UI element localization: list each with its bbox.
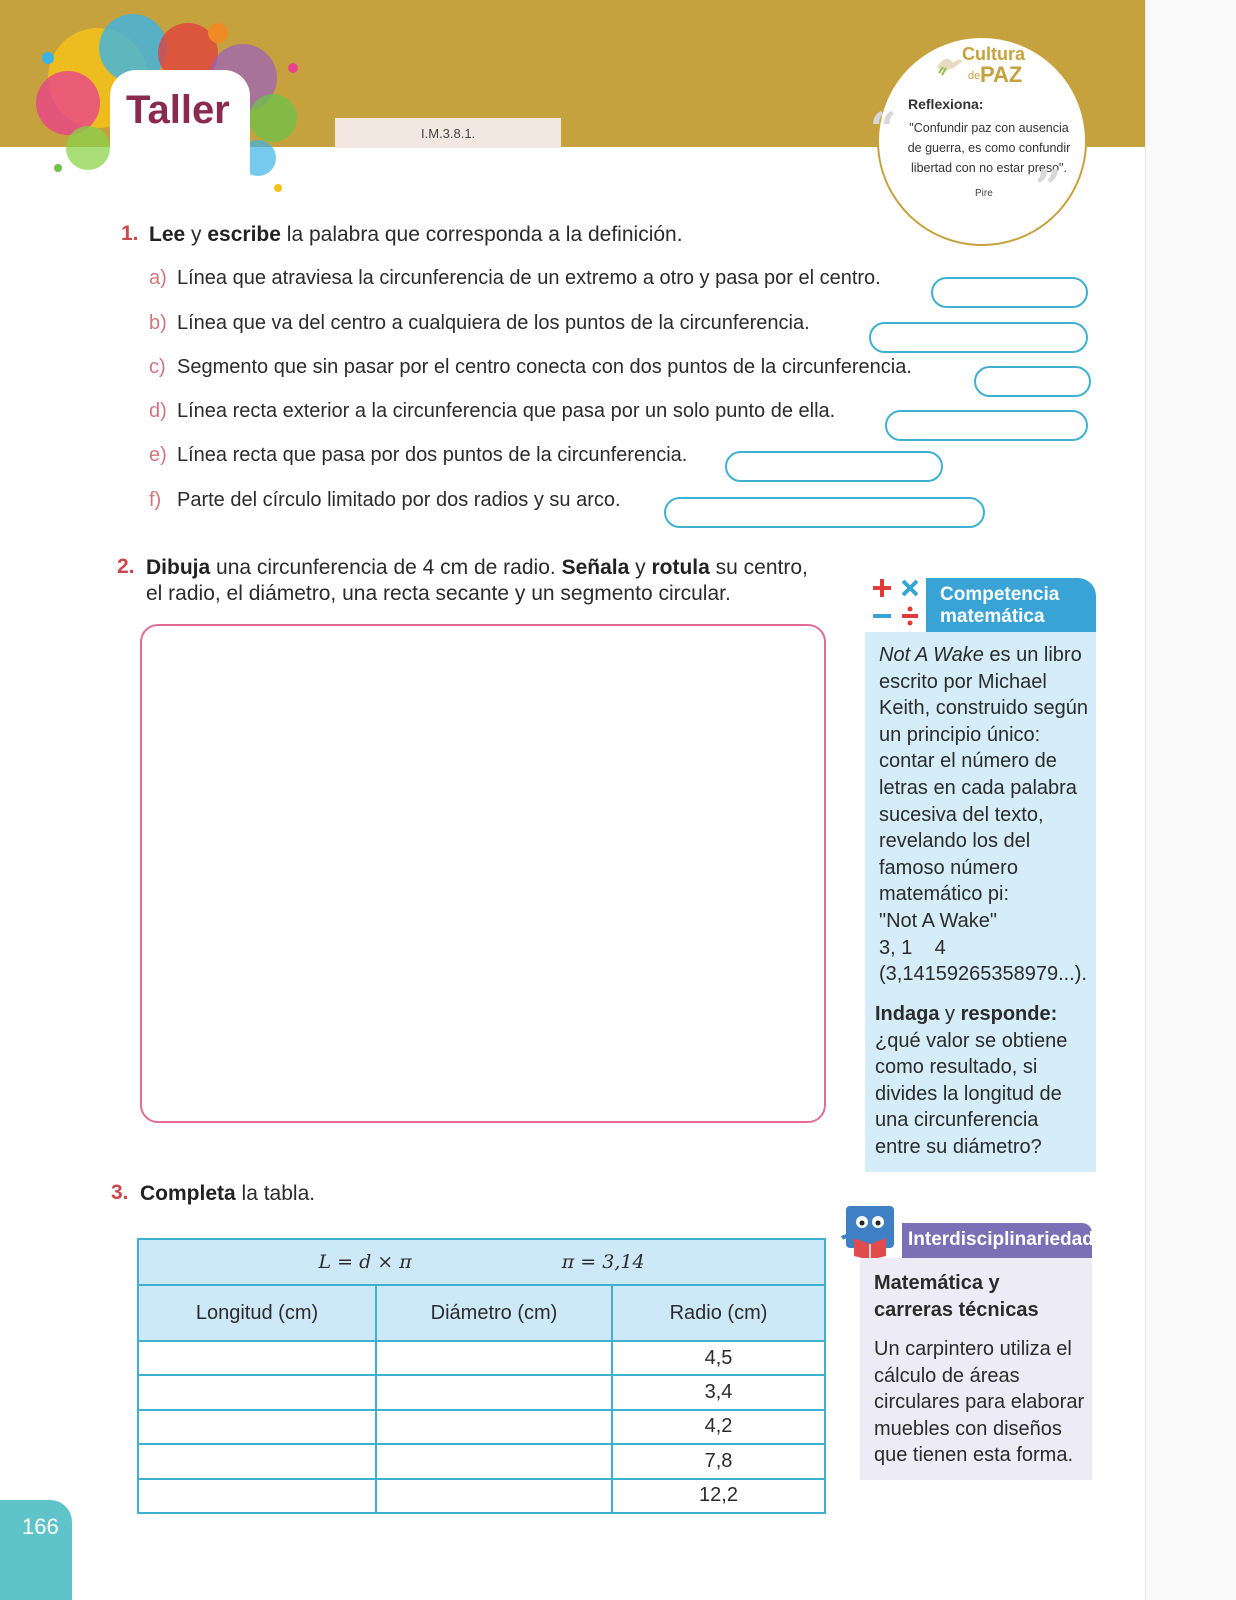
item-text-d: Línea recta exterior a la circunferencia que pasa por un solo punto de ella.	[177, 400, 836, 422]
peace-label: Reflexiona:	[908, 96, 984, 112]
q1-number: 1.	[121, 222, 139, 245]
competencia-title-line2: matemática	[940, 606, 1045, 627]
peace-brand-bottom: PAZ	[980, 62, 1023, 87]
competencia-title-line1: Competencia	[940, 584, 1060, 605]
diametro-input-cell[interactable]	[376, 1341, 612, 1375]
q2-verb3: rotula	[651, 556, 710, 579]
item-text-c: Segmento que sin pasar por el centro conecta con dos puntos de la circunferencia.	[177, 356, 912, 378]
interdisciplinariedad-text: Un carpintero utiliza el cálculo de áreas circulares para elaborar muebles con diseños que tienen esta forma.	[874, 1338, 1085, 1467]
book-mascot-icon	[840, 1198, 906, 1264]
longitud-input-cell[interactable]	[138, 1479, 376, 1513]
longitud-input-cell[interactable]	[138, 1341, 376, 1375]
competencia-ask-bold2: responde:	[960, 1003, 1058, 1025]
q2-verb1: Dibuja	[146, 556, 211, 579]
table-row	[138, 1341, 825, 1375]
peace-brand-de: de	[968, 70, 981, 82]
diametro-input-cell[interactable]	[376, 1375, 612, 1409]
circumference-table	[137, 1238, 826, 1514]
header-radio: Radio (cm)	[612, 1285, 825, 1341]
table-row	[138, 1410, 825, 1444]
formula-cell	[138, 1239, 825, 1285]
open-quote-icon: “	[870, 102, 897, 156]
interdisciplinariedad-header: Interdisciplinariedad	[902, 1223, 1092, 1258]
item-letter-f: f)	[149, 489, 162, 511]
answer-field-c[interactable]	[974, 366, 1091, 397]
competencia-example-quote: "Not A Wake"	[879, 909, 997, 932]
longitud-input-cell[interactable]	[138, 1410, 376, 1444]
diametro-input-cell[interactable]	[376, 1410, 612, 1444]
q2-part1: una circunferencia de 4 cm de radio.	[216, 556, 556, 579]
table-row	[138, 1375, 825, 1409]
competencia-text	[879, 642, 1089, 988]
q1-verb2: escribe	[207, 223, 281, 246]
math-operations-icon	[867, 573, 927, 633]
q3-verb: Completa	[140, 1182, 236, 1205]
diametro-input-cell[interactable]	[376, 1444, 612, 1478]
competencia-question	[875, 1001, 1085, 1161]
table-row	[138, 1479, 825, 1513]
peace-brand-top: Cultura	[962, 44, 1025, 64]
q3-number: 3.	[111, 1181, 129, 1204]
item-letter-e: e)	[149, 444, 167, 466]
answer-field-e[interactable]	[725, 451, 943, 482]
q2-number: 2.	[117, 555, 135, 578]
longitud-input-cell[interactable]	[138, 1444, 376, 1478]
diametro-input-cell[interactable]	[376, 1479, 612, 1513]
formula-pi: π = 3,14	[561, 1251, 645, 1273]
q2-line2: el radio, el diámetro, una recta secante y un segmento circular.	[146, 582, 731, 605]
q3-instruction	[140, 1181, 315, 1207]
competencia-book-title: Not A Wake	[879, 644, 984, 666]
item-letter-b: b)	[149, 312, 167, 334]
competencia-body: es un libro escrito por Michael Keith, construido según un principio único: contar el número de letras en cada palabra sucesiva del texto, revelando los del famoso número matemático pi:	[879, 644, 1089, 906]
competencia-ask-conj: y	[945, 1003, 956, 1025]
radio-cell: 7,8	[612, 1444, 825, 1478]
q1-conj: y	[191, 223, 202, 246]
q1-verb1: Lee	[149, 223, 186, 246]
table-row	[138, 1444, 825, 1478]
interdisciplinariedad-title: Matemática y carreras técnicas	[874, 1272, 1039, 1321]
section-title: Taller	[126, 88, 230, 132]
answer-field-f[interactable]	[664, 497, 985, 528]
radio-cell: 3,4	[612, 1375, 825, 1409]
competencia-ask-bold: Indaga	[875, 1003, 940, 1025]
q2-part2: su centro,	[715, 556, 808, 579]
competencia-pi-value: (3,14159265358979...).	[879, 963, 1087, 986]
answer-field-a[interactable]	[931, 277, 1088, 308]
item-letter-a: a)	[149, 267, 167, 289]
answer-field-b[interactable]	[869, 322, 1088, 353]
longitud-input-cell[interactable]	[138, 1375, 376, 1409]
item-letter-c: c)	[149, 356, 166, 378]
radio-cell: 12,2	[612, 1479, 825, 1513]
item-text-b: Línea que va del centro a cualquiera de los puntos de la circunferencia.	[177, 312, 810, 334]
dove-icon	[935, 53, 965, 77]
q2-conj1: y	[635, 556, 646, 579]
peace-author: Pire	[975, 188, 993, 199]
q1-rest: la palabra que corresponda a la definición.	[286, 223, 683, 246]
page-edge	[1145, 0, 1236, 1600]
close-quote-icon: ”	[1035, 160, 1062, 214]
radio-cell: 4,5	[612, 1341, 825, 1375]
competencia-header	[926, 578, 1096, 632]
header-longitud: Longitud (cm)	[138, 1285, 376, 1341]
q2-verb2: Señala	[561, 556, 630, 579]
radio-cell: 4,2	[612, 1410, 825, 1444]
peace-quote: "Confundir paz con ausencia de guerra, es como confundir libertad con no estar preso".	[907, 121, 1071, 175]
drawing-area[interactable]	[140, 624, 826, 1123]
indicator-code: I.M.3.8.1.	[335, 118, 561, 148]
q3-rest: la tabla.	[241, 1182, 316, 1205]
item-text-f: Parte del círculo limitado por dos radios y su arco.	[177, 489, 621, 511]
item-text-e: Línea recta que pasa por dos puntos de la circunferencia.	[177, 444, 688, 466]
competencia-example-digits: 3, 1 4	[879, 936, 946, 959]
item-letter-d: d)	[149, 400, 167, 422]
q2-instruction	[146, 555, 846, 581]
header-diametro: Diámetro (cm)	[376, 1285, 612, 1341]
page-number: 166	[0, 1500, 72, 1600]
answer-field-d[interactable]	[885, 410, 1088, 441]
q1-instruction	[149, 222, 683, 248]
formula-length: L = d × π	[318, 1251, 412, 1273]
item-text-a: Línea que atraviesa la circunferencia de un extremo a otro y pasa por el centro.	[177, 267, 881, 289]
competencia-ask-text: ¿qué valor se obtiene como resultado, si divides la longitud de una circunferencia entre su diámetro?	[875, 1029, 1068, 1158]
